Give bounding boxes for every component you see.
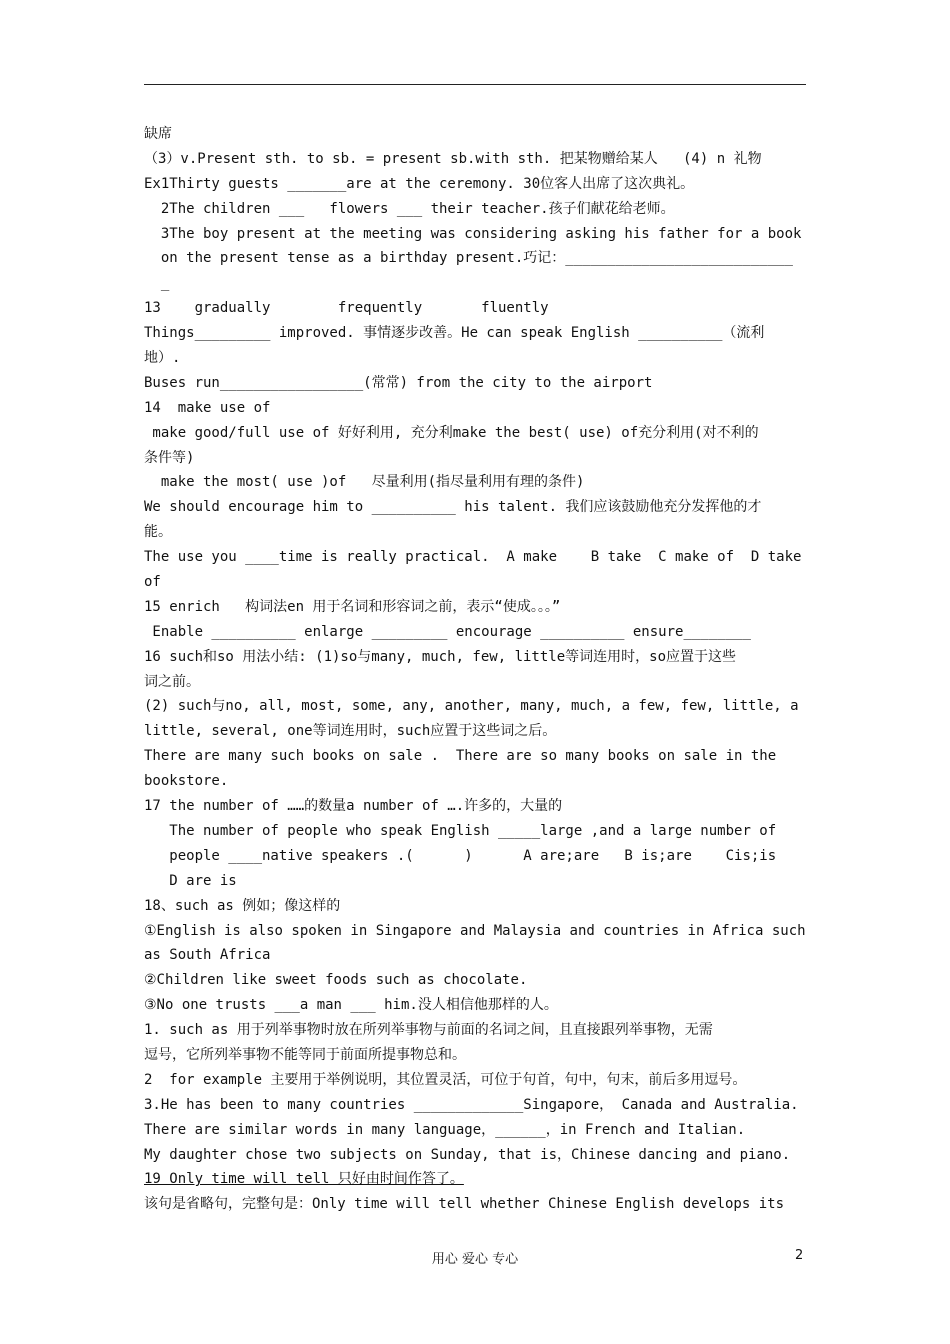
footer-text: 用心 爱心 专心 [431,1252,519,1267]
page-footer [0,1248,950,1268]
text-line: Ex1Thirty guests _______are at the ceremony. 30位客人出席了这次典礼。 [144,175,695,192]
text-line: D are is [144,872,237,889]
text-line: 词之前。 [144,673,200,690]
text-line: 17 the number of ……的数量a number of ….许多的，大量的 [144,798,563,815]
text-line: 2The children ___ flowers ___ their teacher.孩子们献花给老师。 [144,200,675,217]
text-line: 18、such as 例如；像这样的 [144,897,341,914]
text-line: 15 enrich 构词法en 用于名词和形容词之前，表示“使成。。。” [144,598,561,615]
text-line: people ____native speakers .( ) A are;are B is;are Cis;is [144,847,777,864]
text-line: 缺席 [144,126,172,142]
text-line: of [144,574,161,591]
text-line: make the most( use )of 尽量利用(指尽量利用有理的条件) [144,474,585,491]
text-line: 2 for example 主要用于举例说明，其位置灵活，可位于句首，句中，句末，前后多用逗号。 [144,1071,747,1088]
header-rule [144,84,806,85]
text-line: My daughter chose two subjects on Sunday, that is，Chinese dancing and piano. [144,1146,791,1163]
text-line: 16 such和so 用法小结: (1)so与many, much, few, little等词连用时，so应置于这些 [144,648,737,665]
text-line: on the present tense as a birthday present.巧记：___________________________ [144,250,793,267]
text-line: 3The boy present at the meeting was considering asking his father for a book [144,225,802,242]
text-line: 13 gradually frequently fluently [144,300,549,317]
text-line: 能。 [144,524,172,541]
text-line: There are many such books on sale . There are so many books on sale in the [144,748,777,765]
text-line: The number of people who speak English _____large ,and a large number of [144,822,777,839]
document-body [144,122,806,1217]
text-line: Enable __________ enlarge _________ encourage __________ ensure________ [144,623,751,640]
text-line: We should encourage him to __________ his talent. 我们应该鼓励他充分发挥他的才 [144,499,762,516]
text-line: 14 make use of [144,399,271,416]
text-line: (2) such与no, all, most, some, any, another, many, much, a few, few, little, a [144,698,799,715]
text-line: The use you ____time is really practical. A make B take C make of D take [144,549,802,566]
text-line: as South Africa [144,947,271,964]
page-number: 2 [795,1248,804,1263]
text-line: 逗号，它所列举事物不能等同于前面所提事物总和。 [144,1046,466,1063]
text-line: 条件等) [144,449,195,466]
text-line: ①English is also spoken in Singapore and Malaysia and countries in Africa such [144,922,806,939]
text-line: Things_________ improved. 事情逐步改善。He can speak English __________（流利 [144,325,765,342]
text-line: make good/full use of 好好利用, 充分利make the best( use) of充分利用(对不利的 [144,424,759,441]
text-line: 该句是省略句，完整句是：Only time will tell whether Chinese English develops its [144,1196,785,1213]
text-line: 3.He has been to many countries _____________Singapore， Canada and Australia. [144,1096,799,1113]
text-line: Buses run_________________(常常) from the city to the airport [144,374,653,391]
text-line: bookstore. [144,773,229,790]
text-line: _ [144,275,170,292]
text-line: There are similar words in many language，______，in French and Italian. [144,1121,746,1138]
text-line: ②Children like sweet foods such as chocolate. [144,972,528,989]
heading-line: 19 Only time will tell 只好由时间作答了。 [144,1171,464,1188]
text-line: ③No one trusts ___a man ___ him.没人相信他那样的人。 [144,997,558,1014]
text-line: （3）v.Present sth. to sb. = present sb.with sth. 把某物赠给某人 (4) n 礼物 [144,150,762,167]
text-line: 地）. [144,350,181,367]
text-line: 1. such as 用于列举事物时放在所列举事物与前面的名词之间，且直接跟列举事物，无需 [144,1022,713,1039]
text-line: little, several, one等词连用时，such应置于这些词之后。 [144,723,557,740]
